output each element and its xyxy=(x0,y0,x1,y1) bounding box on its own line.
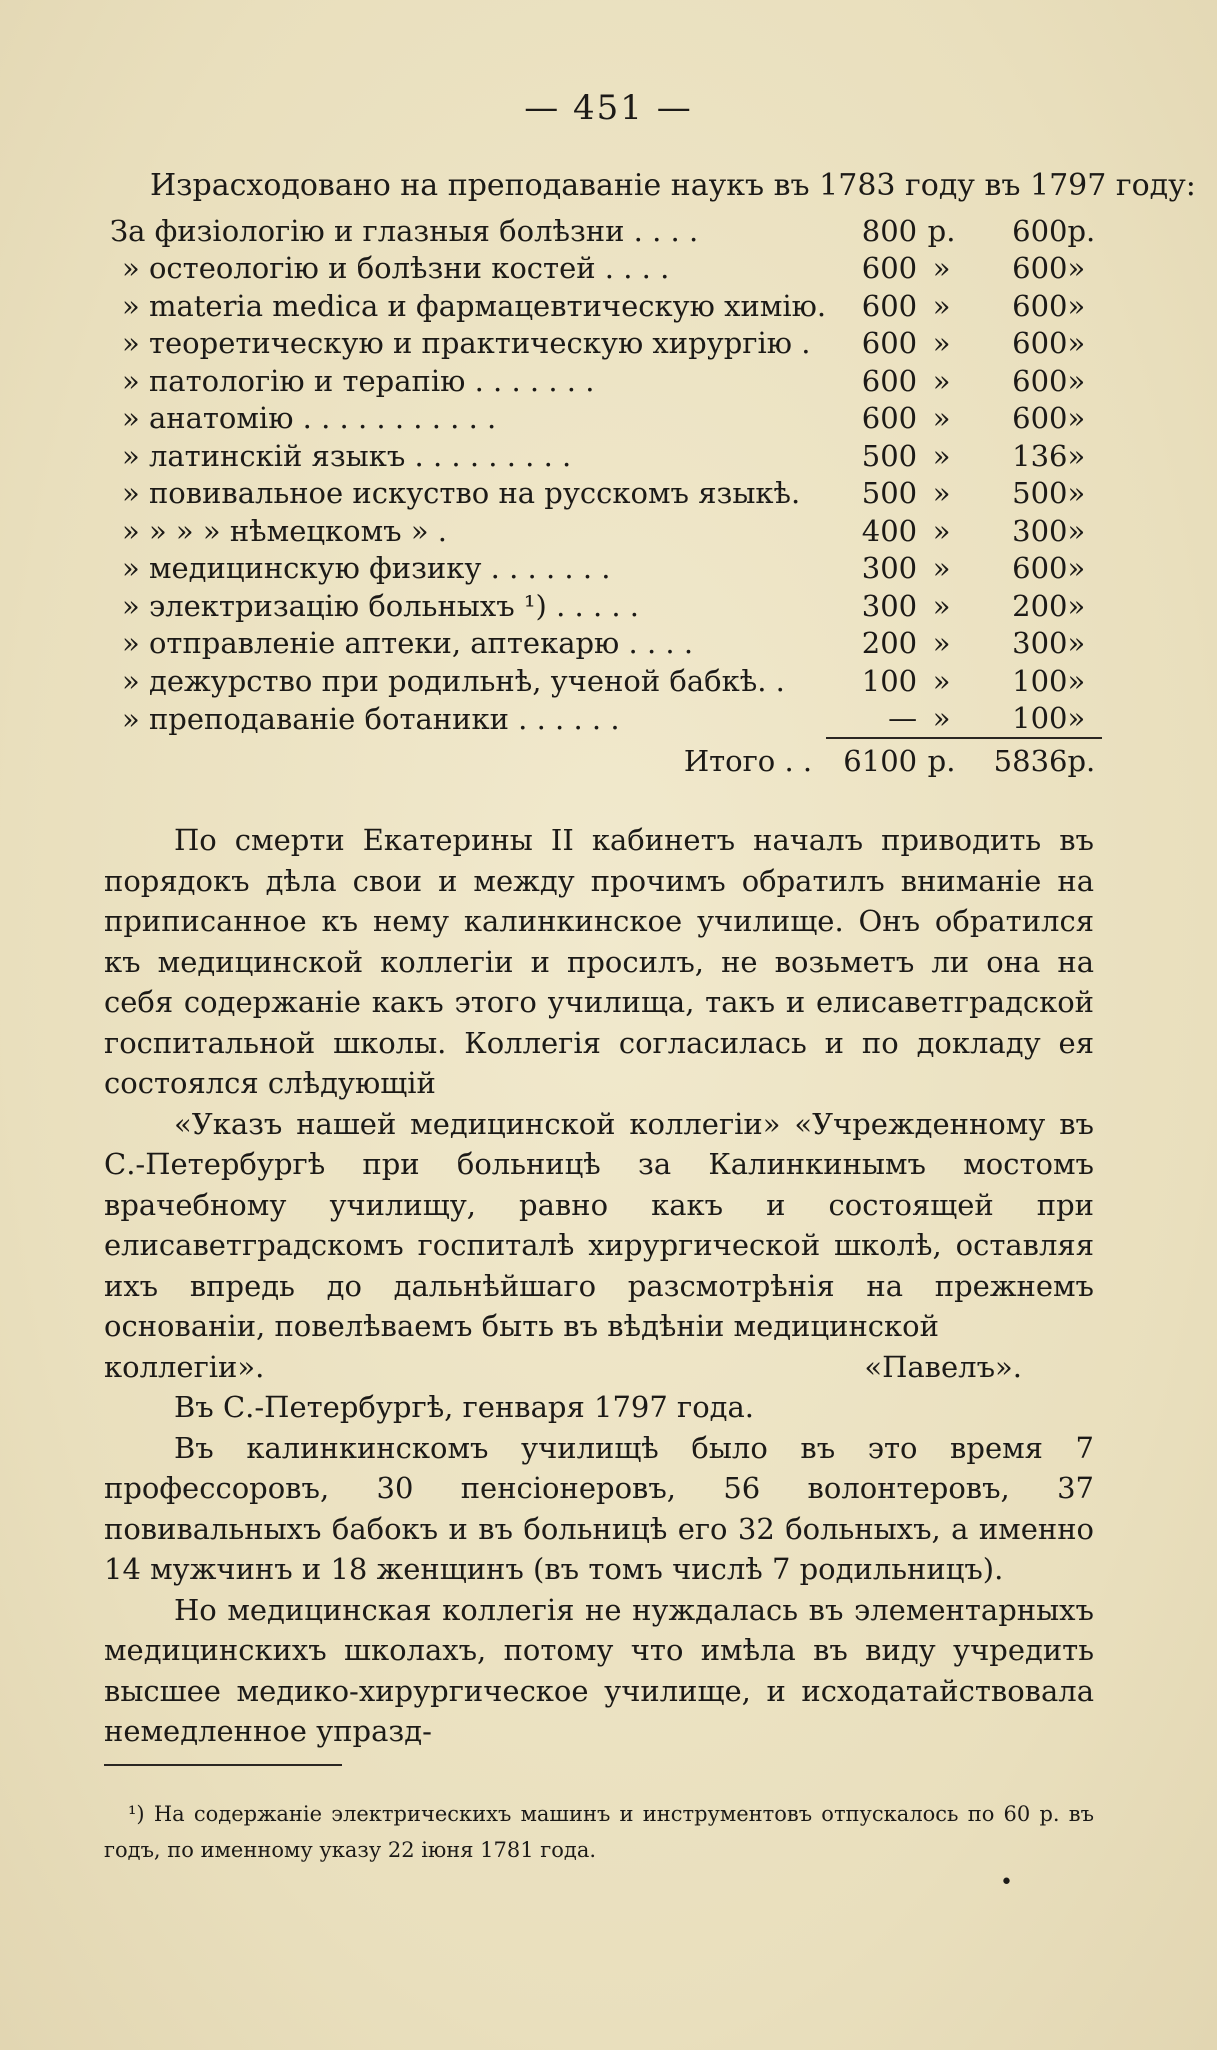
cell-item: » остеологію и болѣзни костей . . . . xyxy=(122,251,670,286)
cell-v2: 300 xyxy=(1012,513,1068,548)
cell-item: » materia medica и фармацевтическую химію. xyxy=(122,288,827,323)
cell-v2: 136 xyxy=(1012,438,1068,473)
cell-c2: » xyxy=(1067,663,1086,698)
cell-v1: 800 xyxy=(861,213,918,248)
total-unit-1797: р. xyxy=(1067,738,1102,783)
cell-c2: » xyxy=(1067,326,1086,361)
table-row xyxy=(110,512,1102,550)
cell-c1: » xyxy=(932,363,951,398)
footnote-rule xyxy=(104,1764,342,1766)
table-row xyxy=(110,212,1102,250)
cell-c1: » xyxy=(932,588,951,623)
cell-item: » » » » нѣмецкомъ » . xyxy=(122,513,448,548)
cell-v1: 500 xyxy=(861,476,918,511)
cell-item: » теоретическую и практическую хирургію . xyxy=(122,326,811,361)
cell-c1: » xyxy=(932,326,951,361)
table-heading: Израсходовано на преподаваніе наукъ въ 1783 году въ 1797 году: xyxy=(150,168,1196,203)
cell-item: » повивальное искуство на русскомъ языкѣ. xyxy=(122,476,801,511)
cell-v1: 100 xyxy=(861,663,918,698)
cell-v2: 600 xyxy=(1012,551,1068,586)
table-row xyxy=(110,475,1102,513)
table-row xyxy=(110,625,1102,663)
ink-mark: • xyxy=(1000,1870,1013,1895)
cell-v2: 600 xyxy=(1012,401,1068,436)
decree-signature: «Павелъ». xyxy=(864,1349,1022,1384)
total-label: Итого . . xyxy=(683,743,813,778)
cell-c2: » xyxy=(1067,476,1086,511)
cell-v1: 600 xyxy=(861,401,918,436)
cell-v1: 300 xyxy=(861,588,918,623)
cell-v2: 600 xyxy=(1012,288,1068,323)
cell-c2: » xyxy=(1067,588,1086,623)
cell-v1: 500 xyxy=(861,438,918,473)
cell-c1: » xyxy=(932,251,951,286)
cell-v1: — xyxy=(888,701,918,736)
table-row xyxy=(110,587,1102,625)
paragraph-decree: «Указъ нашей медицинской коллегіи» «Учрежденному въ С.-Петербургѣ при больницѣ за Калинкинымъ мостомъ врачебному училищу, равно какъ и состоящей при елисаветградскомъ госпиталѣ хирургической школѣ, оставляя ихъ впредь до дальнѣйшаго разсмотрѣнія на прежнемъ основаніи, повелѣваемъ быть въ вѣдѣніи медицинской xyxy=(104,1106,1094,1343)
table-row xyxy=(110,662,1102,700)
cell-v2: 600 xyxy=(1012,326,1068,361)
cell-c2: » xyxy=(1067,363,1086,398)
expense-table xyxy=(110,212,1102,783)
cell-c1: » xyxy=(932,476,951,511)
cell-v1: 400 xyxy=(861,513,918,548)
table-row xyxy=(110,287,1102,325)
cell-c1: » xyxy=(932,401,951,436)
footnote xyxy=(104,1796,1094,1868)
cell-v2: 600 xyxy=(1012,363,1068,398)
cell-c2: » xyxy=(1067,438,1086,473)
cell-v1: 600 xyxy=(861,326,918,361)
cell-c1: » xyxy=(932,701,951,736)
cell-c2: » xyxy=(1067,401,1086,436)
paragraph-date: Въ С.-Петербургѣ, генваря 1797 года. xyxy=(174,1390,755,1424)
table-row xyxy=(110,550,1102,588)
table-row xyxy=(110,700,1102,739)
cell-v1: 600 xyxy=(861,363,918,398)
cell-v1: 300 xyxy=(861,551,918,586)
body-text xyxy=(104,820,1094,1752)
cell-v1: 600 xyxy=(861,288,918,323)
table-row xyxy=(110,362,1102,400)
cell-v1: 600 xyxy=(861,251,918,286)
total-1783: 6100 xyxy=(826,738,917,783)
table-row xyxy=(110,437,1102,475)
table-row xyxy=(110,250,1102,288)
cell-c1: » xyxy=(932,626,951,661)
cell-c2: р. xyxy=(1067,213,1096,248)
paragraph: По смерти Екатерины II кабинетъ началъ приводить въ порядокъ дѣла свои и между прочимъ обратилъ вниманіе на приписанное къ нему калинкинское училище. Онъ обратился къ медицинской коллегіи и просилъ, не возьметъ ли она на себя содержаніе какъ этого училища, такъ и елисаветградской госпитальной школы. Коллегія согласилась и по докладу ея состоялся слѣдующій xyxy=(104,823,1094,1100)
cell-c1: р. xyxy=(927,213,956,248)
cell-c1: » xyxy=(932,513,951,548)
cell-c2: » xyxy=(1067,251,1086,286)
total-1797: 5836 xyxy=(966,738,1067,783)
table-row xyxy=(110,400,1102,438)
cell-c2: » xyxy=(1067,626,1086,661)
cell-item: » патологію и терапію . . . . . . . xyxy=(122,363,595,398)
cell-c1: » xyxy=(932,663,951,698)
cell-c1: » xyxy=(932,438,951,473)
cell-item: » дежурство при родильнѣ, ученой бабкѣ. . xyxy=(122,663,785,698)
cell-v2: 100 xyxy=(1012,701,1068,736)
decree-end: коллегіи». xyxy=(104,1349,265,1384)
cell-item: » латинскій языкъ . . . . . . . . . xyxy=(122,438,572,473)
decree-signature-line xyxy=(104,1347,1094,1388)
cell-c2: » xyxy=(1067,551,1086,586)
cell-item: » электризацію больныхъ ¹) . . . . . xyxy=(122,588,640,623)
cell-item: » медицинскую физику . . . . . . . xyxy=(122,551,611,586)
cell-v2: 100 xyxy=(1012,663,1068,698)
footnote-text: ¹) На содержаніе электрическихъ машинъ и инструментовъ отпускалось по 60 р. въ годъ, по именному указу 22 іюня 1781 года. xyxy=(104,1802,1094,1862)
cell-item: » отправленіе аптеки, аптекарю . . . . xyxy=(122,626,694,661)
cell-v1: 200 xyxy=(861,626,918,661)
cell-v2: 600 xyxy=(1012,251,1068,286)
paragraph: Но медицинская коллегія не нуждалась въ элементарныхъ медицинскихъ школахъ, потому что имѣла въ виду учредить высшее медико-хирургическое училище, и исходатайствовала немедленное упразд- xyxy=(104,1592,1094,1748)
cell-c2: » xyxy=(1067,513,1086,548)
cell-v2: 600 xyxy=(1012,213,1068,248)
cell-v2: 300 xyxy=(1012,626,1068,661)
cell-c1: » xyxy=(932,288,951,323)
cell-c2: » xyxy=(1067,288,1086,323)
table-row xyxy=(110,325,1102,363)
paragraph: Въ калинкинскомъ училищѣ было въ это время 7 профессоровъ, 30 пенсіонеровъ, 56 волонтеровъ, 37 повивальныхъ бабокъ и въ больницѣ его 32 больныхъ, а именно 14 мужчинъ и 18 женщинъ (въ томъ числѣ 7 родильницъ). xyxy=(104,1430,1094,1586)
page-number: — 451 — xyxy=(524,88,693,128)
cell-item: За физіологію и глазныя болѣзни . . . . xyxy=(110,213,699,248)
total-unit-1783: р. xyxy=(917,738,966,783)
table-total-row xyxy=(110,738,1102,783)
cell-item: » анатомію . . . . . . . . . . . xyxy=(122,401,497,436)
cell-item: » преподаваніе ботаники . . . . . . xyxy=(122,701,620,736)
cell-c2: » xyxy=(1067,701,1086,736)
cell-v2: 500 xyxy=(1012,476,1068,511)
cell-c1: » xyxy=(932,551,951,586)
cell-v2: 200 xyxy=(1012,588,1068,623)
